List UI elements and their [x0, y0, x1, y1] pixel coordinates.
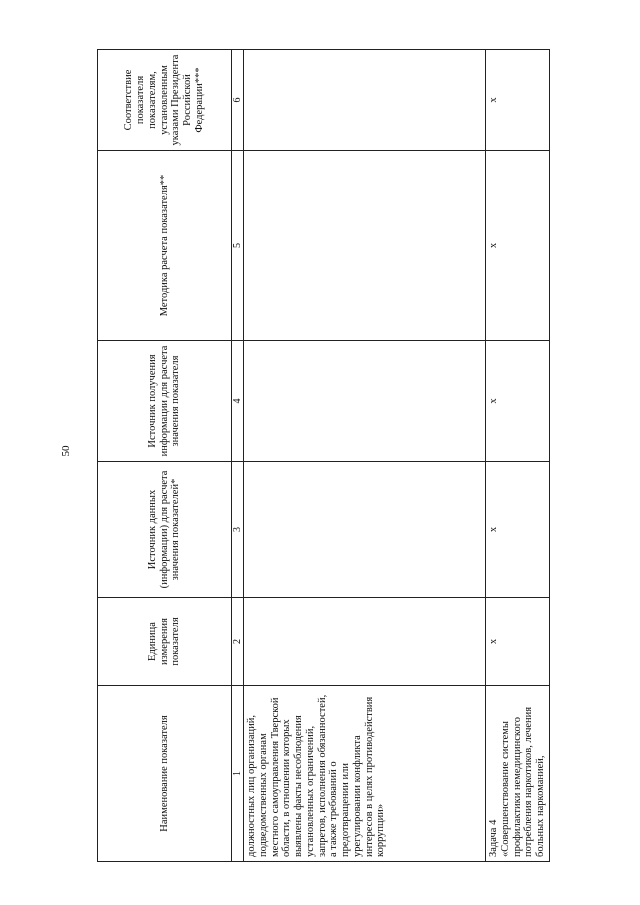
info-source-cell: x — [486, 341, 550, 462]
info-source-cell — [244, 341, 486, 462]
compliance-cell — [244, 50, 486, 151]
table-header-row — [98, 50, 232, 862]
compliance-cell: x — [486, 50, 550, 151]
column-number-row — [232, 50, 244, 862]
header-data-source: Источник данных (информации) для расчета значения показателей* — [98, 462, 232, 598]
data-source-cell: x — [486, 462, 550, 598]
indicator-name-cell: Задача 4 «Совершенствование системы профилактики немедицинского потребления наркотиков, лечения больных наркоманией, — [486, 686, 550, 862]
indicator-table — [97, 49, 550, 862]
header-info-source: Источник получения информации для расчета значения показателя — [98, 341, 232, 462]
page-number: 50 — [60, 445, 72, 457]
indicator-table-page — [97, 50, 547, 862]
header-calculation-method: Методика расчета показателя** — [98, 151, 232, 341]
table-row — [244, 50, 486, 862]
header-indicator-name: Наименование показателя — [98, 686, 232, 862]
table-row — [486, 50, 550, 862]
method-cell: x — [486, 151, 550, 341]
method-cell — [244, 151, 486, 341]
column-number: 5 — [232, 151, 244, 341]
unit-cell: x — [486, 598, 550, 686]
unit-cell — [244, 598, 486, 686]
header-presidential-decree-compliance: Соответствие показателя показателям, установленным указами Президента Российской Федерации*** — [98, 50, 232, 151]
column-number: 4 — [232, 341, 244, 462]
column-number: 1 — [232, 686, 244, 862]
column-number: 2 — [232, 598, 244, 686]
indicator-name-cell: должностных лиц организаций, подведомственных органам местного самоуправления Тверской области, в отношении которых выявлены факты несоблюдения установленных ограничений, запретов, исполнения обязанностей, а также требований о предотвращении или урегулировании конфликта интересов в целях противодействия коррупции» — [244, 686, 486, 862]
header-unit: Единица измерения показателя — [98, 598, 232, 686]
column-number: 6 — [232, 50, 244, 151]
data-source-cell — [244, 462, 486, 598]
column-number: 3 — [232, 462, 244, 598]
